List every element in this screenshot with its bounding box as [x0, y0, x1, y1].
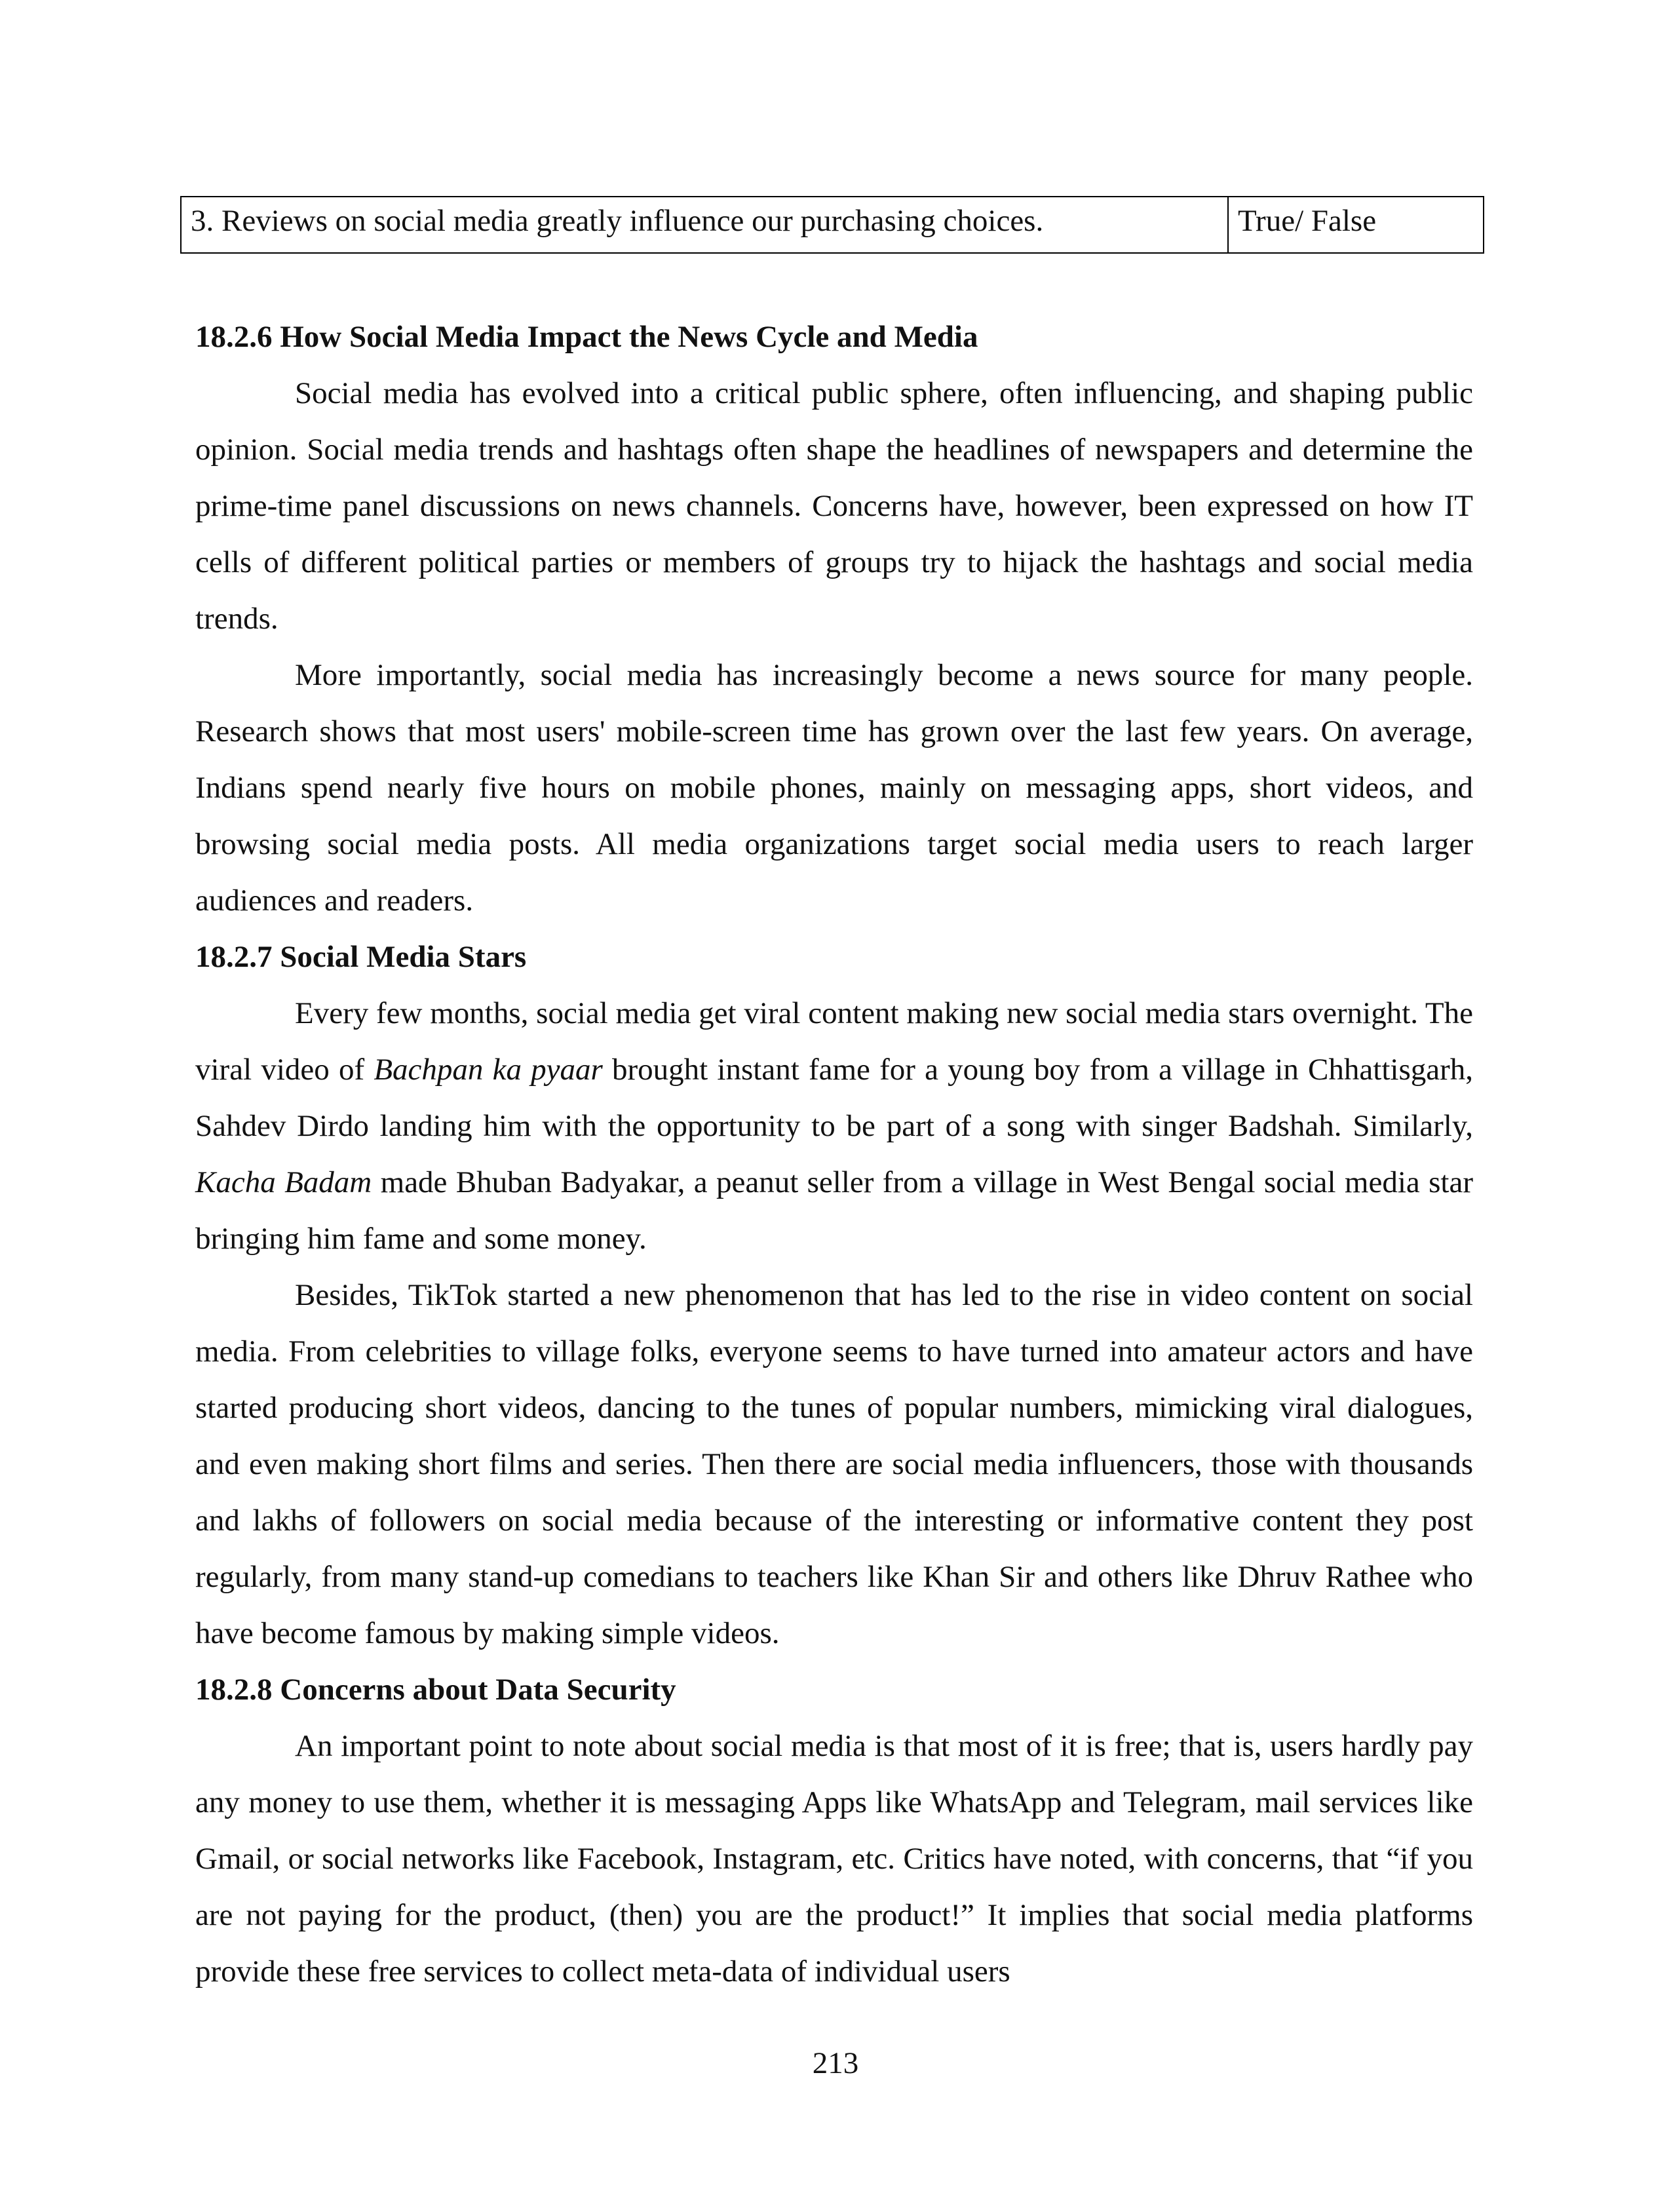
text-run: brought instant fame for a young boy from a village in Chhattisgarh, Sahdev Dirdo landing him with the opportunity to be part of a song with singer Badshah. Similarly, [195, 1053, 1473, 1143]
section-heading-news-cycle: 18.2.6 How Social Media Impact the News Cycle and Media [195, 320, 978, 354]
question-table [180, 196, 1484, 254]
true-false-cell: True/ False [1238, 204, 1377, 238]
paragraph-social-media-stars [195, 985, 1473, 1267]
section-heading-social-media-stars: 18.2.7 Social Media Stars [195, 940, 527, 974]
question-statement-cell: 3. Reviews on social media greatly influence our purchasing choices. [182, 197, 1229, 252]
page-number: 213 [812, 2046, 859, 2080]
body-content [195, 309, 1473, 2000]
paragraph: More importantly, social media has increasingly become a news source for many people. Research shows that most users' mobile-screen time has grown over the last few years. On average, Indians spend nearly five hours on mobile phones, mainly on messaging apps, short videos, and browsing social media posts. All media organizations target social media users to reach larger audiences and readers. [195, 658, 1473, 918]
paragraph: An important point to note about social media is that most of it is free; that is, users hardly pay any money to use them, whether it is messaging Apps like WhatsApp and Telegram, mail services like Gmail, or social networks like Facebook, Instagram, etc. Critics have noted, with concerns, that “if you are not paying for the product, (then) you are the product!” It implies that social media platforms provide these free services to collect meta-data of individual users [195, 1729, 1473, 1989]
italic-title-kacha-badam: Kacha Badam [195, 1165, 372, 1199]
paragraph: Social media has evolved into a critical public sphere, often influencing, and shaping public opinion. Social media trends and hashtags often shape the headlines of newspapers and determine the prime-time panel discussions on news channels. Concerns have, however, been expressed on how IT cells of different political parties or members of groups try to hijack the hashtags and social media trends. [195, 376, 1473, 636]
paragraph: Besides, TikTok started a new phenomenon that has led to the rise in video content on social media. From celebrities to village folks, everyone seems to have turned into amateur actors and have started producing short videos, dancing to the tunes of popular numbers, mimicking viral dialogues, and even making short films and series. Then there are social media influencers, those with thousands and lakhs of followers on social media because of the interesting or informative content they post regularly, from many stand-up comedians to teachers like Khan Sir and others like Dhruv Rathee who have become famous by making simple videos. [195, 1278, 1473, 1650]
section-heading-data-security: 18.2.8 Concerns about Data Security [195, 1673, 676, 1707]
text-run: Every few months, social media get viral content making new social media stars overnight. The viral video of [195, 996, 1473, 1087]
italic-title-bachpan-ka-pyaar: Bachpan ka pyaar [374, 1053, 603, 1087]
text-run: made Bhuban Badyakar, a peanut seller from a village in West Bengal social media star bringing him fame and some money. [195, 1165, 1473, 1256]
